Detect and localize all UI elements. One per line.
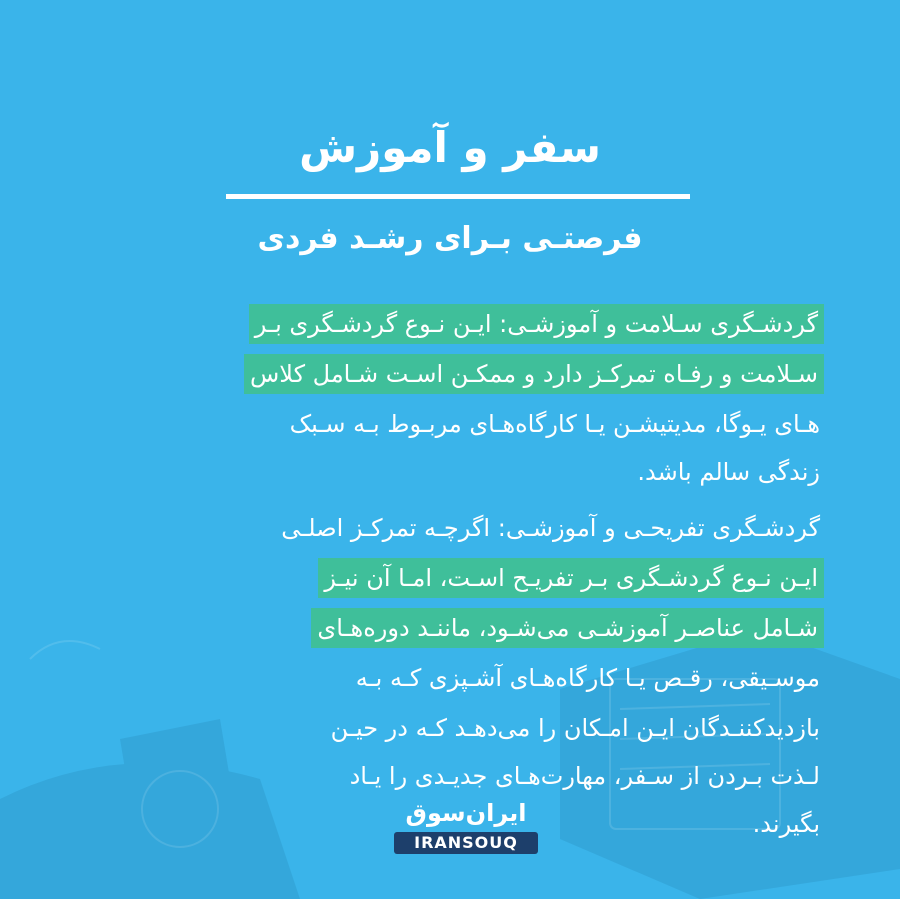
paragraph2-line: شـامل عناصـر آموزشـی می‌شـود، ماننـد دوره‌هـای (311, 608, 824, 648)
paragraph2-line: موسـیقی، رقـص یـا کارگاه‌هـای آشـپزی کـه بـه (355, 664, 820, 692)
paragraph2-line: لـذت بـردن از سـفر، مهارت‌هـای جدیـدی را یـاد (349, 762, 820, 790)
paragraph1-line: گردشـگری سـلامت و آموزشـی: ایـن نـوع گردشـگری بـر (249, 304, 824, 344)
paragraph2-line: گردشـگری تفریحـی و آموزشـی: اگرچـه تمرکـز اصلـی (281, 514, 820, 542)
brand-logo-latin: IRANSOUQ (394, 832, 538, 854)
paragraph2-line: بگیرند. (752, 810, 820, 838)
page-title: سفر و آموزش (299, 123, 601, 172)
paragraph2-line: ایـن نـوع گردشـگری بـر تفریـح اسـت، امـا آن نیـز (318, 558, 824, 598)
brand-logo-persian: ایران‌سوق (405, 799, 527, 827)
paragraph1-line: زندگی سالم باشد. (637, 458, 820, 486)
title-divider (226, 194, 690, 199)
paragraph1-line: هـای یـوگا، مدیتیشـن یـا کارگاه‌هـای مربـوط بـه سـبک (289, 410, 820, 438)
page-subtitle: فرصتـی بـرای رشـد فردی (257, 221, 643, 256)
paragraph2-line: بازدیدکننـدگان ایـن امـکان را می‌دهـد کـه در حیـن (330, 714, 820, 742)
paragraph1-line: سـلامت و رفـاه تمرکـز دارد و ممکـن اسـت شـامل کلاس (244, 354, 824, 394)
brand-logo (386, 796, 546, 860)
